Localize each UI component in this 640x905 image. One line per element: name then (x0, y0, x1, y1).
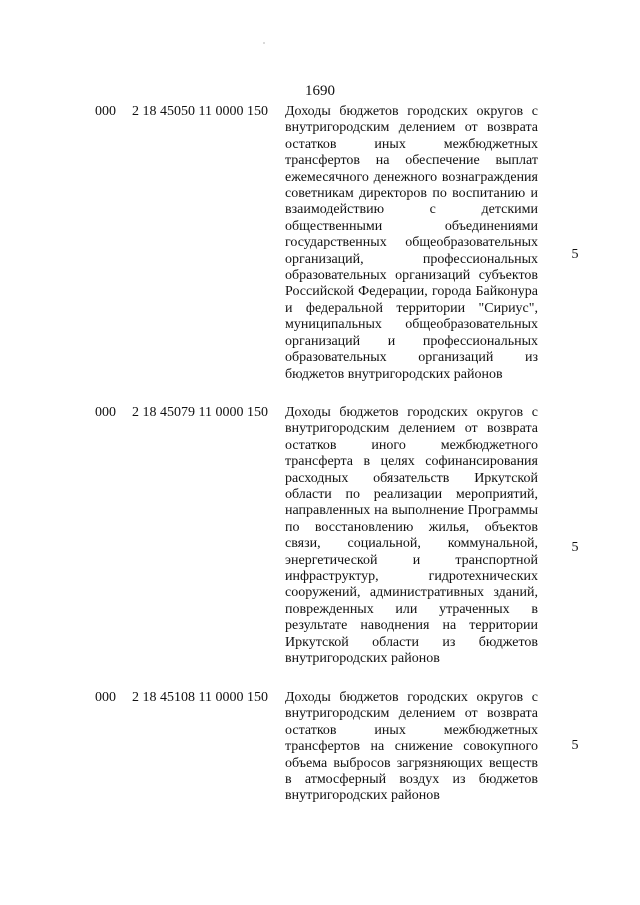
budget-classification-code: 2 18 45050 11 0000 150 (132, 104, 268, 119)
admin-code: 000 (95, 104, 116, 119)
norm-percent: 5 (571, 540, 579, 555)
admin-code: 000 (95, 690, 116, 705)
admin-code: 000 (95, 405, 116, 420)
norm-percent: 5 (571, 738, 579, 753)
page-number: 1690 (305, 83, 335, 99)
revenue-description: Доходы бюджетов городских округов с внутригородским делением от возврата остатков иного межбюджетного трансферта в целях софинансирования расходных обязательств Иркутской области по реализации мероприятий, направленных на выполнение Программы по восстановлению жилья, объектов связи, социальной, коммунальной, энергетической и транспортной инфраструктур, гидротехнических сооружений, административных зданий, поврежденных или утраченных в результате наводнения на территории Иркутской области из бюджетов внутригородских районов (285, 405, 538, 667)
norm-percent: 5 (571, 247, 579, 262)
revenue-description: Доходы бюджетов городских округов с внутригородским делением от возврата остатков иных межбюджетных трансфертов на снижение совокупного объема выбросов загрязняющих веществ в атмосферный воздух из бюджетов внутригородских районов (285, 690, 538, 804)
budget-classification-code: 2 18 45079 11 0000 150 (132, 405, 268, 420)
budget-classification-code: 2 18 45108 11 0000 150 (132, 690, 268, 705)
revenue-description: Доходы бюджетов городских округов с внутригородским делением от возврата остатков иных межбюджетных трансфертов на обеспечение выплат ежемесячного денежного вознаграждения советникам директоров по воспитанию и взаимодействию с детскими общественными объединениями государственных общеобразовательных организаций, профессиональных образовательных организаций субъектов Российской Федерации, города Байконура и федеральной территории "Сириус", муниципальных общеобразовательных организаций и профессиональных образовательных организаций из бюджетов внутригородских районов (285, 104, 538, 382)
scan-speck (263, 42, 265, 44)
